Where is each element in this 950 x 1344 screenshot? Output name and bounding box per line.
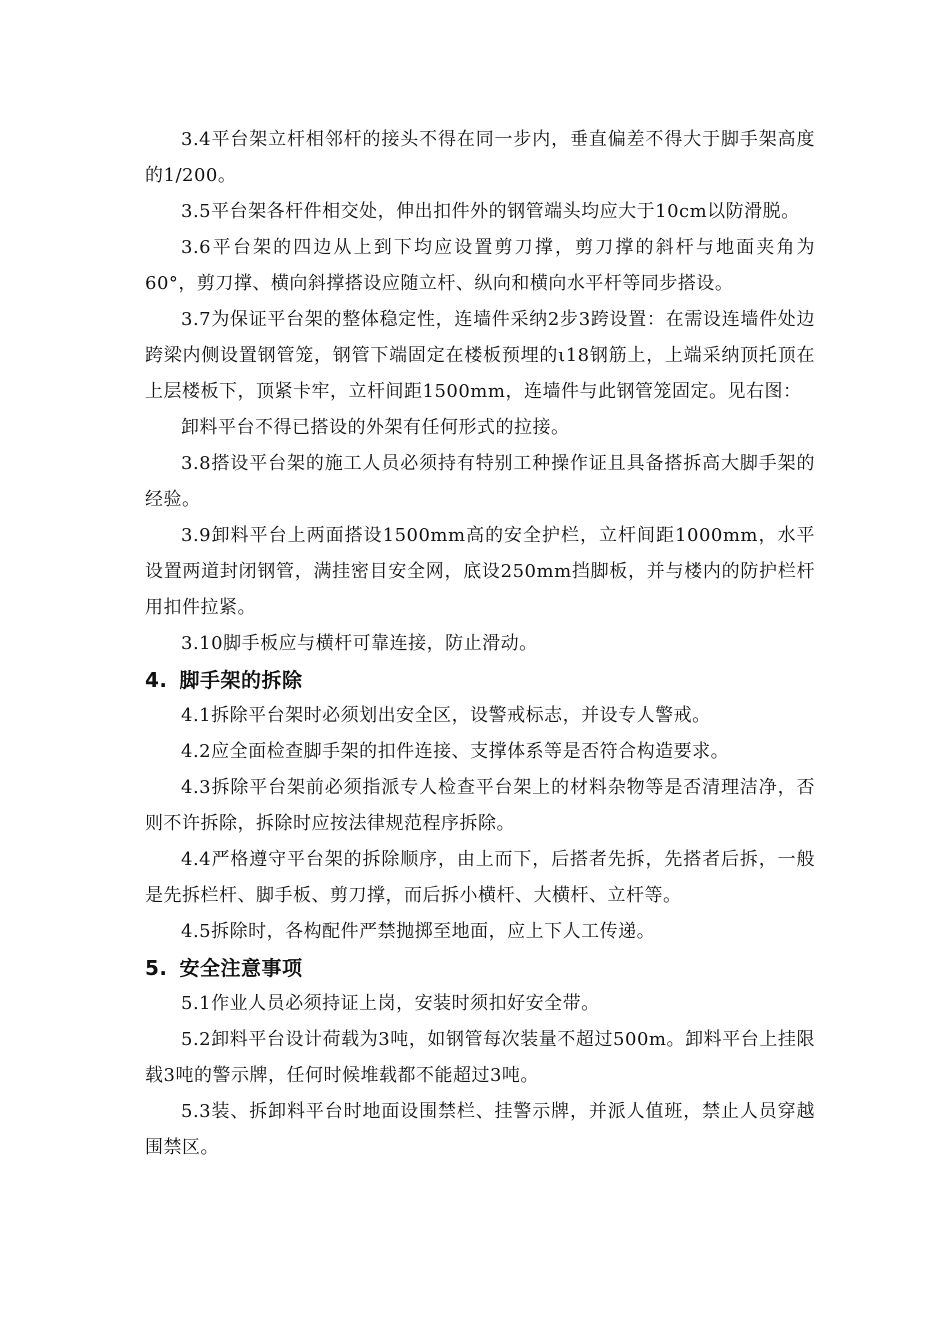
paragraph-platform-note: 卸料平台不得已搭设的外架有任何形式的拉接。: [181, 417, 570, 438]
document-body: [145, 122, 815, 1166]
paragraph-4-4: 4.4严格遵守平台架的拆除顺序，由上而下，后搭者先拆，先搭者后拆，一般是先拆栏杆、脚手板、剪刀撑，而后拆小横杆、大横杆、立杆等。: [145, 849, 815, 906]
paragraph-5-2: 5.2卸料平台设计荷载为3吨，如钢管每次装量不超过500m。卸料平台上挂限载3吨的警示牌，任何时候堆载都不能超过3吨。: [145, 1029, 815, 1086]
paragraph-4-2: 4.2应全面检查脚手架的扣件连接、支撑体系等是否符合构造要求。: [181, 741, 730, 762]
paragraph-5-3: 5.3装、拆卸料平台时地面设围禁栏、挂警示牌，并派人值班，禁止人员穿越围禁区。: [145, 1101, 815, 1158]
paragraph-4-5: 4.5拆除时，各构配件严禁抛掷至地面，应上下人工传递。: [181, 921, 656, 942]
paragraph-5-1: 5.1作业人员必须持证上岗，安装时须扣好安全带。: [181, 993, 600, 1014]
paragraph-4-3: 4.3拆除平台架前必须指派专人检查平台架上的材料杂物等是否清理洁净，否则不许拆除，拆除时应按法律规范程序拆除。: [145, 777, 815, 834]
paragraph-3-5: 3.5平台架各杆件相交处，伸出扣件外的钢管端头均应大于10cm以防滑脱。: [181, 201, 800, 222]
section-5-title: 安全注意事项: [179, 956, 303, 980]
section-4-title: 脚手架的拆除: [179, 668, 303, 692]
paragraph-3-9: 3.9卸料平台上两面搭设1500mm高的安全护栏，立杆间距1000mm，水平设置两道封闭钢管，满挂密目安全网，底设250mm挡脚板，并与楼内的防护栏杆用扣件拉紧。: [145, 525, 815, 618]
paragraph-3-6: 3.6平台架的四边从上到下均应设置剪刀撑，剪刀撑的斜杆与地面夹角为60°，剪刀撑、横向斜撑搭设应随立杆、纵向和横向水平杆等同步搭设。: [145, 237, 815, 294]
paragraph-3-4: 3.4平台架立杆相邻杆的接头不得在同一步内，垂直偏差不得大于脚手架高度的1/200。: [145, 129, 815, 186]
paragraph-3-7: 3.7为保证平台架的整体稳定性，连墙件采纳2步3跨设置：在需设连墙件处边跨梁内侧设置钢管笼，钢管下端固定在楼板预埋的ι18钢筋上，上端采纳顶托顶在上层楼板下，顶紧卡牢，立杆间距1500mm，连墙件与此钢管笼固定。见右图：: [145, 309, 815, 402]
section-4-heading: [145, 662, 815, 698]
paragraph-4-1: 4.1拆除平台架时必须划出安全区，设警戒标志，并设专人警戒。: [181, 705, 711, 726]
paragraph-3-10: 3.10脚手板应与横杆可靠连接，防止滑动。: [181, 633, 538, 654]
section-5-number: 5.: [145, 956, 168, 980]
section-4-number: 4.: [145, 668, 168, 692]
paragraph-3-8: 3.8搭设平台架的施工人员必须持有特别工种操作证且具备搭拆高大脚手架的经验。: [145, 453, 815, 510]
section-5-heading: [145, 950, 815, 986]
